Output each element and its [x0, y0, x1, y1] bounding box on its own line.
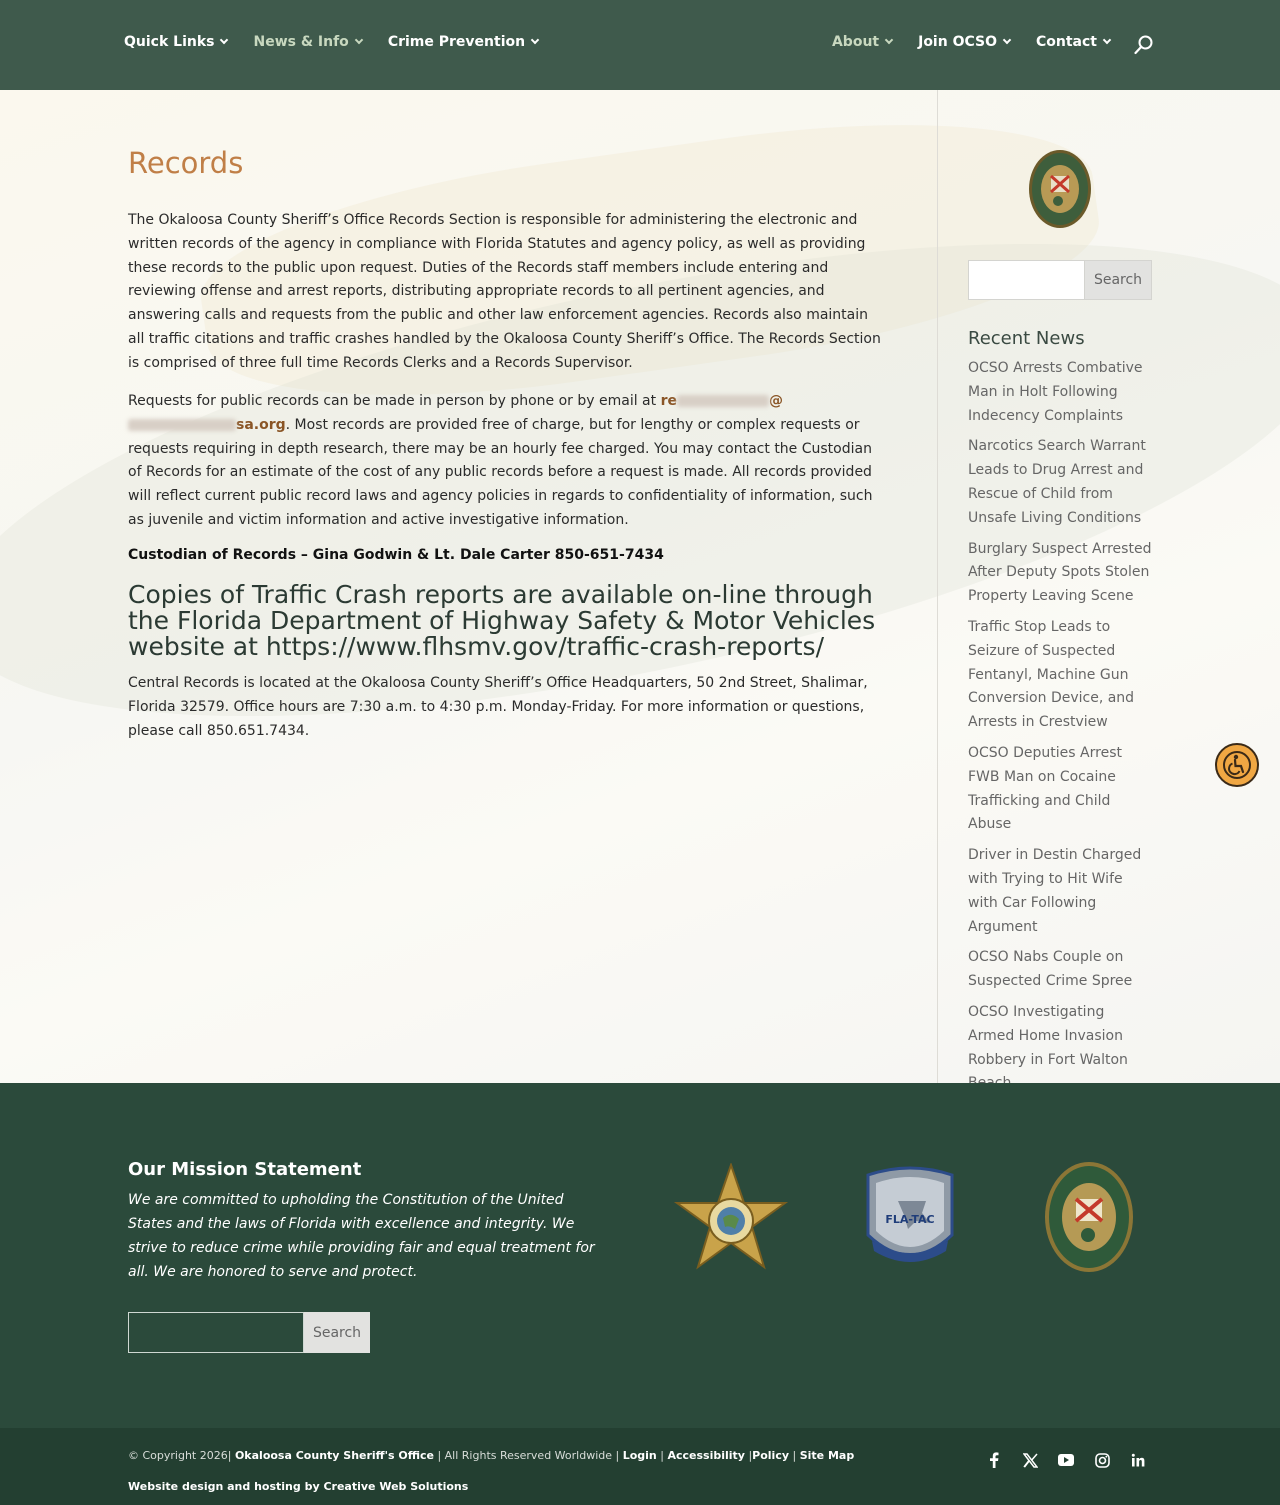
search-icon[interactable]	[1134, 35, 1154, 55]
mission-text: We are committed to upholding the Constitution of the United States and the laws of Florida with excellence and integrity. We strive to reduce crime while providing fair and equal treatment for all. We are honored to serve and protect.	[128, 1192, 595, 1280]
news-link[interactable]: OCSO Nabs Couple on Suspected Crime Spree	[968, 949, 1133, 990]
linkedin-icon[interactable]	[1129, 1451, 1147, 1469]
sidebar-search-input[interactable]	[968, 260, 1085, 300]
chevron-down-icon	[531, 36, 539, 44]
primary-nav-left	[124, 34, 538, 50]
nav-label: Quick Links	[124, 34, 215, 50]
sheriff-star-badge	[673, 1163, 789, 1273]
footer-search-input[interactable]	[128, 1312, 304, 1353]
credit-line[interactable]: Website design and hosting by Creative Web Solutions	[128, 1480, 469, 1493]
chevron-down-icon	[1003, 36, 1011, 44]
news-link[interactable]: OCSO Arrests Combative Man in Holt Following Indecency Complaints	[968, 360, 1143, 424]
news-link[interactable]: Traffic Stop Leads to Seizure of Suspected Fentanyl, Machine Gun Conversion Device, and Arrests in Crestview	[968, 618, 1135, 731]
accessibility-icon	[1222, 750, 1252, 780]
org-name: Okaloosa County Sheriff's Office	[234, 1449, 434, 1462]
nav-crime-prevention[interactable]	[388, 34, 538, 50]
nav-about[interactable]	[832, 34, 892, 50]
recent-news-title: Recent News	[968, 328, 1085, 349]
nav-label: Join OCSO	[918, 34, 997, 50]
nav-label: Crime Prevention	[387, 34, 526, 50]
redacted-text	[677, 395, 769, 407]
site-footer	[0, 1083, 1280, 1428]
facebook-icon[interactable]	[985, 1451, 1003, 1469]
nav-label: Contact	[1036, 34, 1097, 50]
site-map-link[interactable]: Site Map	[799, 1449, 855, 1462]
records-requests-paragraph	[128, 390, 884, 533]
paragraph-text: Requests for public records can be made in person by phone or by email at	[128, 393, 661, 409]
nav-quick-links[interactable]	[124, 34, 227, 50]
fla-tac-text: FLA-TAC	[885, 1213, 935, 1226]
nav-contact[interactable]	[1036, 34, 1110, 50]
accreditation-badge	[1028, 149, 1092, 229]
instagram-icon[interactable]	[1093, 1451, 1111, 1469]
site-header	[0, 0, 1280, 90]
login-link[interactable]: Login	[622, 1449, 657, 1462]
email-prefix: re	[660, 393, 677, 409]
recent-news-list	[968, 357, 1152, 1103]
nav-news-info[interactable]	[253, 34, 361, 50]
fla-tac-badge	[858, 1165, 962, 1273]
primary-nav-right	[832, 34, 1110, 50]
copyright-line: © Copyright 2026| Okaloosa County Sheriff's Office | All Rights Reserved Worldwide | Login | Accessibility |Policy | Site Map	[128, 1449, 855, 1462]
footer-search	[128, 1312, 370, 1353]
accessibility-button[interactable]	[1215, 743, 1259, 787]
accessibility-link[interactable]: Accessibility	[667, 1449, 745, 1462]
chevron-down-icon	[220, 36, 228, 44]
central-records-paragraph: Central Records is located at the Okaloosa County Sheriff’s Office Headquarters, 50 2nd Street, Shalimar, Florida 32579. Office hours are 7:30 a.m. to 4:30 p.m. Monday-Friday. For more information or questions, please call 850.651.7434.	[128, 675, 868, 739]
nav-join-ocso[interactable]	[918, 34, 1010, 50]
social-links	[985, 1451, 1147, 1469]
news-link[interactable]: Driver in Destin Charged with Trying to Hit Wife with Car Following Argument	[968, 847, 1142, 935]
accreditation-badge	[1044, 1161, 1134, 1273]
x-icon[interactable]	[1021, 1451, 1039, 1469]
footer-search-button[interactable]: Search	[304, 1312, 370, 1353]
redacted-text	[128, 419, 236, 431]
nav-label: About	[831, 34, 880, 50]
custodian-of-records: Custodian of Records – Gina Godwin & Lt. Dale Carter 850-651-7434	[128, 547, 664, 563]
policy-link[interactable]: Policy	[752, 1449, 790, 1462]
sidebar-divider	[937, 90, 938, 1083]
sidebar-search	[968, 260, 1152, 300]
news-link[interactable]: Narcotics Search Warrant Leads to Drug Arrest and Rescue of Child from Unsafe Living Conditions	[968, 438, 1146, 526]
youtube-icon[interactable]	[1057, 1451, 1075, 1469]
bottom-bar	[0, 1428, 1280, 1505]
rights-text: | All Rights Reserved Worldwide |	[433, 1449, 623, 1462]
chevron-down-icon	[355, 36, 363, 44]
email-at: @	[768, 393, 783, 409]
email-suffix: sa.org	[236, 416, 286, 433]
paragraph-text: . Most records are provided free of charge, but for lengthy or complex requests or requests requiring in depth research, there may be an hourly fee charged. You may contact the Custodian of Records for an estimate of the cost of any public records before a request is made. All records provided will reflect current public record laws and agency policies in regards to confidentiality of information, such as juvenile and victim information and active investigative information.	[128, 416, 873, 528]
chevron-down-icon	[885, 36, 893, 44]
news-link[interactable]: OCSO Deputies Arrest FWB Man on Cocaine Trafficking and Child Abuse	[968, 744, 1122, 833]
copyright-text: © Copyright 2026|	[128, 1449, 235, 1462]
news-link[interactable]: Burglary Suspect Arrested After Deputy Spots Stolen Property Leaving Scene	[968, 540, 1152, 605]
traffic-crash-heading: Copies of Traffic Crash reports are available on-line through the Florida Department of Highway Safety & Motor Vehicles website at https://www.flhsmv.gov/traffic-crash-reports/	[128, 580, 876, 661]
page-title: Records	[128, 146, 244, 180]
nav-label: News & Info	[253, 34, 349, 50]
records-intro-paragraph: The Okaloosa County Sheriff’s Office Records Section is responsible for administering the electronic and written records of the agency in compliance with Florida Statutes and agency policy, as well as providing these records to the public upon request. Duties of the Records staff members include entering and reviewing offense and arrest reports, distributing appropriate records to all pertinent agencies, and answering calls and requests from the public and other law enforcement agencies. Records also maintain all traffic citations and traffic crashes handled by the Okaloosa County Sheriff’s Office. The Records Section is comprised of three full time Records Clerks and a Records Supervisor.	[128, 212, 881, 371]
mission-title: Our Mission Statement	[128, 1159, 362, 1180]
sidebar-search-button[interactable]: Search	[1085, 260, 1152, 300]
news-link[interactable]: OCSO Investigating Armed Home Invasion Robbery in Fort Walton	[968, 1003, 1128, 1068]
chevron-down-icon	[1103, 36, 1111, 44]
